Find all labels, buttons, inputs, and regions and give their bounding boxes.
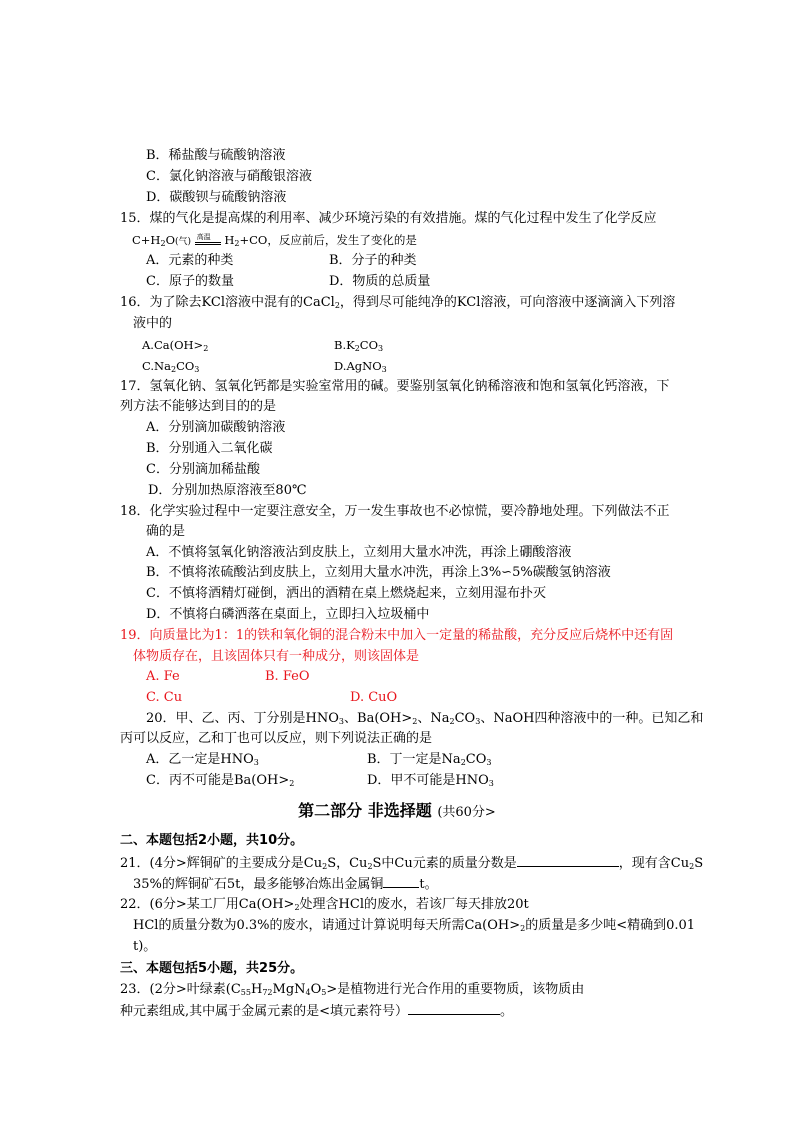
q16-stem-part1: 16．为了除去KCl溶液中混有的CaCl [120,295,335,310]
part2-title-note: (共60分> [437,805,496,820]
q17-option-b: B．分别通入二氧化碳 [146,441,273,456]
q20-stem: 20．甲、乙、丙、丁分别是$HNO_3$、$Ba(OH>_2$、$Na_2CO_3$、NaOH四种溶液中的一种。已知乙和 [146,711,704,726]
q15-eq-o: O [165,233,175,247]
q19-option-d: D. CuO [350,690,398,705]
q23-stem-text: 23．(2分>叶绿素(C [120,982,241,997]
q18-stem-line2: 确的是 [146,524,186,539]
q15-option-b: B．分子的种类 [329,253,417,268]
q16-option-d: D.AgNO$_3$ [334,359,387,374]
q23-stem2-text: 种元素组成,其中属于金属元素的是<填元素符号） [120,1004,409,1019]
q16-option-d-text: D.AgNO [334,359,382,373]
part2-title-text: 第二部分 非选择题 [298,801,432,820]
q16-option-a-text: A.Ca(OH> [142,338,204,352]
q21-stem: 21．(4分>辉铜矿的主要成分是$Cu_2S$，$Cu_2S$中Cu元素的质量分数是 ，现有含$Cu_2S$ [120,856,704,871]
q20-stem-part5: 、NaOH四种溶液中的一种。已知乙和 [480,711,704,726]
q23-answer-blank[interactable] [408,1002,500,1015]
q21-answer-blank-1[interactable] [517,854,619,867]
q18-option-b: B．不慎将浓硫酸沾到皮肤上，立刻用大量水冲洗，再涂上3%∽5%碳酸氢钠溶液 [146,565,611,580]
q15-option-d: D．物质的总质量 [329,274,431,289]
q20-stem-part4: CO [454,711,476,726]
q15-eq-cond: 高温 [196,233,211,241]
part2-title [0,800,794,824]
q14-option-b: B．稀盐酸与硫酸钠溶液 [146,148,286,163]
q15-eq-left: C+H [132,233,161,247]
q23-formula-c-count: 55 [240,988,251,997]
q20-option-b: B．丁一定是$Na_2CO_3$ [367,752,492,767]
q23-formula-h-count: 72 [262,988,273,997]
q23-formula-n-count: 4 [305,988,311,997]
q21-stem-part3: S中Cu元素的质量分数是 [372,856,517,871]
q20-stem-part1: 20．甲、乙、丙、丁分别是HNO [146,711,339,726]
q22-stem-line3: t)。 [133,939,157,954]
q16-stem-part2: ，得到尽可能纯净的KCl溶液，可向溶液中逐滴滴入下列溶 [339,295,676,310]
q20-option-c: C．丙不可能是$Ba(OH>_2$ [146,773,295,788]
q17-option-a: A．分别滴加碳酸钠溶液 [146,420,286,435]
q20-stem-part2: 、Ba(OH> [344,711,413,726]
section3-title: 三、本题包括5小题，共25分。 [120,961,304,976]
q23-stem-line2 [120,1002,513,1021]
q14-option-c: C．氯化钠溶液与硝酸银溶液 [146,169,312,184]
q23-formula-o: O [310,982,322,997]
q22-stem2-text: HCl的质量分数为0.3%的废水，请通过计算说明每天所需Ca(OH> [133,918,521,933]
q23-formula-mgn: MgN [272,982,306,997]
q23-stem2-tail: 。 [500,1004,514,1019]
q16-option-a: $A.Ca(OH>_2$ [142,338,209,353]
q16-stem-line2: 液中的 [133,316,173,331]
q19-stem-line2: 体物质存在，且该固体只有一种成分，则该固体是 [133,649,420,664]
q16-option-c: $C.Na_2CO_3$ [142,359,200,374]
q16-option-c-tail: CO [176,359,195,373]
q23-formula-o-count: 5 [321,988,327,997]
q15-eq-right: H [220,233,235,247]
q20-option-d: D．甲不可能是$HNO_3$ [367,773,494,788]
q22-stem: 22．(6分>某工厂用$Ca(OH>_2$处理含HCl的废水，若该厂每天排放20t [120,897,529,912]
q19-option-a: A. Fe [146,669,180,684]
q21-stem-line2 [133,875,438,894]
q18-option-a: A．不慎将氢氧化钠溶液沾到皮肤上，立刻用大量水冲洗，再涂上硼酸溶液 [146,545,572,560]
q17-stem: 17．氢氧化钠、氢氧化钙都是实验室常用的碱。要鉴别氢氧化钠稀溶液和饱和氢氧化钙溶液，下 [120,379,670,394]
q19-stem: 19．向质量比为1：1的铁和氧化铜的混合粉末中加入一定量的稀盐酸，充分反应后烧杯中还有固 [120,628,674,643]
q20-option-d-text: D．甲不可能是HNO [367,773,489,788]
q15-eq-state: (气) [175,237,192,247]
q15-option-c: C．原子的数量 [146,274,234,289]
q20-option-b-tail: CO [465,752,487,767]
q20-option-b-text: B．丁一定是Na [367,752,461,767]
q17-stem-line2: 列方法不能够达到目的的是 [120,399,277,414]
q20-option-a-text: A．乙一定是HNO [146,752,254,767]
q21-stem-part4: ，现有含Cu [618,856,690,871]
q15-option-a: A．元素的种类 [146,253,234,268]
q15-eq-tail: +CO，反应前后，发生了变化的是 [239,233,417,247]
q22-stem-tail: 处理含HCl的废水，若该厂每天排放20t [299,897,529,912]
q17-option-c: C．分别滴加稀盐酸 [146,462,260,477]
q23-formula-h: H [250,982,263,997]
q20-stem-part3: 、Na [417,711,450,726]
q16-option-c-text: C.Na [142,359,171,373]
q21-answer-blank-2[interactable] [383,875,419,888]
q22-stem2-tail: 的质量是多少吨<精确到0.01 [525,918,696,933]
q20-option-c-text: C．丙不可能是Ba(OH> [146,773,290,788]
q15-stem: 15．煤的气化是提高煤的利用率、减少环境污染的有效措施。煤的气化过程中发生了化学反应 [120,211,657,226]
q19-option-b: B. FeO [265,669,310,684]
q16-option-b: $B.K_2CO_3$ [334,338,384,353]
reaction-condition-arrow [195,235,221,247]
q14-option-d: D．碳酸钡与硫酸钠溶液 [146,190,287,205]
q16-option-b-tail: CO [359,338,379,352]
q21-stem-part2: S，Cu [327,856,368,871]
q18-stem: 18．化学实验过程中一定要注意安全，万一发生事故也不必惊慌，要冷静地处理。下列做法不正 [120,504,670,519]
q21-stem2-text: 35%的辉铜矿石5t，最多能够冶炼出金属铜 [133,877,384,892]
q15-equation: $C+H_2O$(气) 高温 $H_2+CO$，反应前后，发生了变化的是 [132,233,417,248]
q19-option-c: C. Cu [146,690,183,705]
q16-stem: 16．为了除去KCl溶液中混有的CaCl$_2$，得到尽可能纯净的KCl溶液，可向溶液中逐滴滴入下列溶 [120,295,676,310]
q16-option-b-text: B.K [334,338,355,352]
q21-stem2-tail: t。 [419,877,438,892]
q23-stem-tail: >是植物进行光合作用的重要物质，该物质由 [326,982,585,997]
q18-option-c: C．不慎将酒精灯碰倒，洒出的酒精在桌上燃烧起来，立刻用湿布扑灭 [146,586,546,601]
q17-option-d: D．分别加热原溶液至80℃ [148,483,307,498]
section2-title: 二、本题包括2小题，共10分。 [120,833,304,848]
q20-stem-line2: 丙可以反应，乙和丁也可以反应，则下列说法正确的是 [120,731,433,746]
q18-option-d: D．不慎将白磷洒落在桌面上，立即扫入垃圾桶中 [146,607,430,622]
q21-stem-part5: S [694,856,704,871]
q21-stem-part1: 21．(4分>辉铜矿的主要成分是Cu [120,856,323,871]
q20-option-a: A．乙一定是$HNO_3$ [146,752,259,767]
q23-stem [120,981,584,999]
q22-stem-text: 22．(6分>某工厂用Ca(OH> [120,897,295,912]
q22-stem-line2: HCl的质量分数为0.3%的废水，请通过计算说明每天所需$Ca(OH>_2$的质量是多少吨<精确到0.01 [133,918,696,933]
